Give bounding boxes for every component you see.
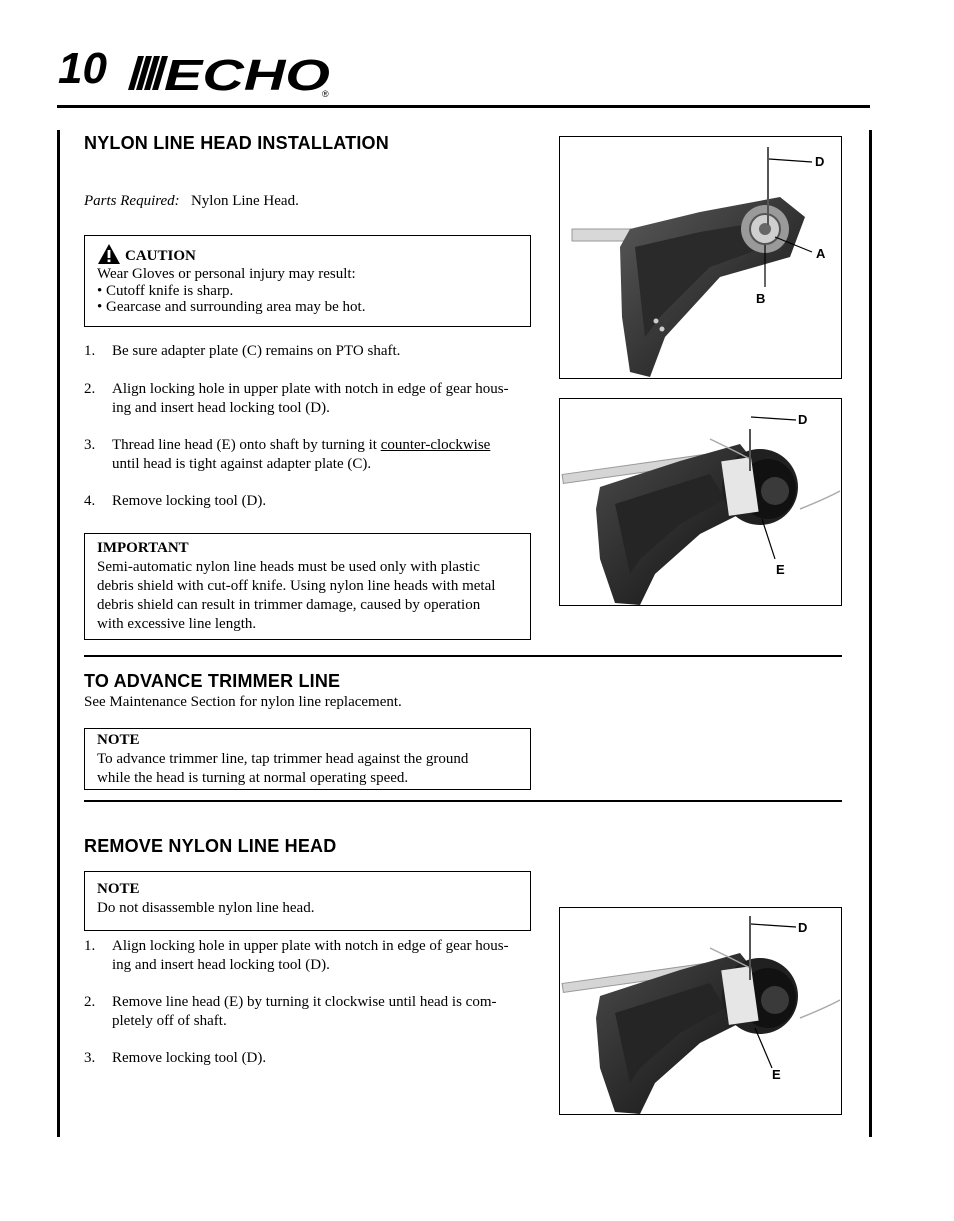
figure-remove-head-photo (559, 907, 842, 1115)
step-text: ing and insert head locking tool (D). (112, 400, 330, 416)
figure-label-d: D (798, 412, 808, 427)
figure-label-d: D (815, 154, 825, 169)
important-line: debris shield can result in trimmer damage, caused by operation (97, 597, 481, 613)
parts-required (84, 192, 299, 211)
figure-label-e: E (776, 562, 785, 577)
warning-icon (97, 243, 121, 265)
step-text: Align locking hole in upper plate with notch in edge of gear hous- (112, 938, 509, 954)
step-number: 2. (84, 381, 96, 397)
step-text: Remove locking tool (D). (112, 493, 267, 509)
figure-label-b: B (756, 291, 766, 306)
logo-text: ECHO (164, 51, 330, 98)
page-number: 10 (58, 44, 107, 93)
important-line: debris shield with cut-off knife. Using nylon line heads with metal (97, 578, 496, 594)
caution-line: • Cutoff knife is sharp. (97, 282, 234, 299)
step-number: 1. (84, 938, 96, 954)
note-line: Do not disassemble nylon line head. (97, 900, 315, 916)
caution-line: Wear Gloves or personal injury may result: (97, 266, 356, 282)
figure-label-d: D (798, 920, 808, 935)
parts-label: Parts Required: (84, 193, 180, 209)
step-number: 3. (84, 1050, 96, 1066)
header-rule (57, 105, 870, 108)
section-divider (84, 800, 842, 802)
step-number: 2. (84, 994, 96, 1010)
note-line: while the head is turning at normal operating speed. (97, 770, 409, 786)
caution-box (84, 235, 531, 327)
figure-thread-head-photo (559, 398, 842, 606)
left-margin-rule (57, 130, 60, 1137)
figure-label-a: A (816, 246, 826, 261)
section-title-installation: NYLON LINE HEAD INSTALLATION (84, 133, 389, 153)
step-text: until head is tight against adapter plate (C). (112, 456, 372, 472)
note-line: To advance trimmer line, tap trimmer head against the ground (97, 751, 469, 767)
step-number: 4. (84, 493, 96, 509)
step-text: Be sure adapter plate (C) remains on PTO shaft. (112, 343, 401, 359)
step-underlined-text: counter-clockwise (380, 437, 491, 453)
section-title-remove: REMOVE NYLON LINE HEAD (84, 836, 337, 856)
registered-mark: ® (322, 89, 329, 98)
step-text: ing and insert head locking tool (D). (112, 957, 330, 973)
figure-adapter-plate-photo (559, 136, 842, 379)
figure-label-e: E (772, 1067, 781, 1082)
caution-heading: CAUTION (125, 247, 196, 264)
section-divider (84, 655, 842, 657)
step-number: 1. (84, 343, 96, 359)
step-text: Remove locking tool (D). (112, 1050, 267, 1066)
important-line: Semi-automatic nylon line heads must be used only with plastic (97, 559, 480, 575)
remove-note-box (84, 871, 531, 931)
advance-intro: See Maintenance Section for nylon line replacement. (84, 694, 402, 710)
echo-logo (124, 50, 336, 98)
important-box (84, 533, 531, 640)
right-margin-rule (869, 130, 872, 1137)
advance-note-box (84, 728, 531, 790)
step-number: 3. (84, 437, 96, 453)
important-line: with excessive line length. (97, 616, 257, 632)
section-title-advance: TO ADVANCE TRIMMER LINE (84, 671, 341, 691)
note-heading: NOTE (97, 881, 140, 897)
note-heading: NOTE (97, 732, 140, 748)
important-heading: IMPORTANT (97, 540, 189, 556)
step-text: Thread line head (E) onto shaft by turning it (112, 437, 381, 453)
step-text: Remove line head (E) by turning it clockwise until head is com- (112, 994, 497, 1010)
step-text: pletely off of shaft. (112, 1013, 227, 1029)
caution-line: • Gearcase and surrounding area may be hot. (97, 299, 366, 315)
parts-value: Nylon Line Head. (190, 193, 299, 209)
step-text: Align locking hole in upper plate with notch in edge of gear hous- (112, 381, 509, 397)
